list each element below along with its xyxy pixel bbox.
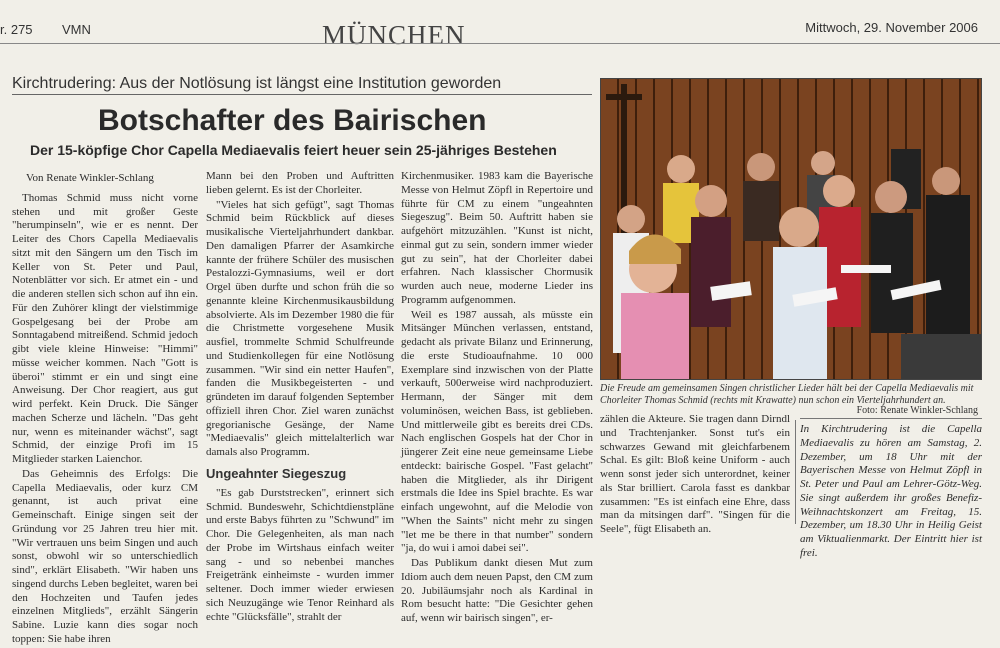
choir-photo-illustration (601, 79, 981, 379)
subheading: Ungeahnter Siegeszug (206, 465, 347, 481)
paragraph: Weil es 1987 aussah, als müsste ein Mitsänger München verlassen, entstand, gedacht als private Bilanz und Erinnerung, die erste Studioaufnahme. 10 000 Exemplare sind inzwischen von der Platte verkauft, 500erweise wird nachproduziert. Hermann, der Sänger mit dem voluminösen, weichen Bass, ist geblieben. Und mittlerweile gibt es bereits drei CDs. Nach englischen Gospels hat der Chor in jüngerer Zeit eine neue gemeinsame Liebe entdeckt: bairische Gospel. "Fast gelacht" haben die Mitglieder, als ihr Dirigent erstmals die Idee ins Spiel brachte. Es war einfach ungewohnt, auf die Melodie von "When the Saints" nicht mehr zu singen "let me be there in that number" sondern "ja, do wui i amoi dabei sei". (401, 308, 593, 555)
paragraph: Thomas Schmid muss nicht vorne stehen und mit großer Geste "herumpinseln", wie er es nennt. Der Leiter des Chors Capella Mediaevalis sitzt mit den Sängern um den Tisch im Keller von St. Peter und Paul, Notenblätter vor sich. Er atmet ein - und die anderen stellen sich schon auf ihn ein. Für den Zuhörer klingt der vielstimmige Gospelgesang bei der Probe am Sonntagabend mitreißend. Schmid jedoch gibt viele kleine Hinweise: "Himmi" müsse weicher kommen. Nach "Gott is überoi" stimmt er ein und singt eine Anweisung. Der Chor reagiert, aus gut wird perfekt. Kein Druck. Die Sänger machen Scherze und lächeln. "Das geht nur, wenn es miteinander wächst", sagt Schmid, der einzige Profi im 15 Mitglieder starken Laienchor. (12, 191, 198, 465)
column-divider (795, 420, 796, 524)
article-column-3 (401, 170, 593, 627)
info-box-rule (800, 418, 982, 419)
photo-caption: Die Freude am gemeinsamen Singen christlicher Lieder hält bei der Capella Mediaevalis mit Chorleiter Thomas Schmid (rechts mit Krawatte) nun schon ein Vierteljahrhundert an. (600, 383, 974, 406)
page-header (0, 0, 1000, 50)
article-column-2 (206, 170, 394, 625)
kicker-rule (12, 94, 592, 95)
article-column-4 (600, 413, 790, 538)
section-title: MÜNCHEN (322, 20, 466, 50)
header-rule (0, 43, 1000, 44)
byline: Von Renate Winkler-Schlang (26, 172, 154, 184)
page-number: r. 275 (0, 22, 33, 37)
article-column-1 (12, 170, 198, 648)
paragraph: zählen die Akteure. Sie tragen dann Dirndl und Trachtenjanker. Sonst tut's ein schwarzes Gewand mit gleichfarbenem Schal. Es gilt: Bloß keine Uniform - auch wenn sonst jeder sich unterordnet, keiner als Star brilliert. Carola fasst es dankbar zusammen: "Es ist einfach eine Ehre, dass man da mitsingen darf". "Singen für die Seele", fügt Elisabeth an. (600, 413, 790, 535)
paragraph: "Es gab Durststrecken", erinnert sich Schmid. Bundeswehr, Schichtdienstpläne und erste Babys führten zu "Schwund" im Chor. Die Gelegenheiten, als man nach der Probe im Wirtshaus einfach weiter sang - und so nebenbei manches Freigetränk einheimste - wurden immer seltener. Doch immer wieder erwiesen sich Neuzugänge wie Tenor Reinhard als echte "Glücksfälle", strahlt der (206, 486, 394, 623)
event-info-box (800, 423, 982, 562)
choir-photo (600, 78, 982, 380)
article-title: Botschafter des Bairischen (98, 104, 487, 137)
photo-credit: Foto: Renate Winkler-Schlang (856, 405, 978, 416)
paper-abbreviation: VMN (62, 22, 91, 37)
issue-date: Mittwoch, 29. November 2006 (805, 20, 978, 35)
paragraph: "Vieles hat sich gefügt", sagt Thomas Schmid beim Rückblick auf dieses musikalische Vierteljahrhundert dankbar. Den damaligen Pfarrer der Asamkirche kannte der frühere Schüler des musischen Pestalozzi-Gymnasiums, weil er dort Orgel üben durfte und schon früh die so genannte kleine Kirchenmusikausbildung absolvierte. Als im Dezember 1980 die für die Christmette vorgesehene Musik ausfiel, trommelte Schmid Schulfreunde und Studienkollegen für eine Notlösung zusammen. "Wir sind ein netter Haufen", fanden die Musikbegeisterten - und gründeten im darauf folgenden September offiziell ihren Chor. Ziel waren zunächst gregorianische Gesänge, der Name "Mediaevalis" gleich mittelalterlich war damals also Programm. (206, 198, 394, 458)
paragraph: Das Geheimnis des Erfolgs: Die Capella Mediaevalis, oder kurz CM genannt, ist auch privat eine Gemeinschaft. Einige singen seit der Gründung vor 25 Jahren treu hier mit. "Wir vertrauen uns beim Singen und auch sonst, obwohl wir so unterschiedlich sind", erklärt Elisabeth. "Wir haben uns singend durchs Leben begleitet, waren bei den Hochzeiten und Taufen jedes einzelnen Mitglieds", erzählt Sängerin Sabine. Luzie kann dies sogar noch toppen: Sie habe ihren (12, 467, 198, 645)
paragraph: Mann bei den Proben und Auftritten lieben gelernt. Es ist der Chorleiter. (206, 170, 394, 196)
paragraph: Das Publikum dankt diesen Mut zum Idiom auch dem neuen Papst, den CM zum 20. Jubiläumsjahr noch als Kardinal in Rom besucht hatte: "Die Gesichter gehen auf, wenn wir bairisch singen", er- (401, 557, 593, 624)
article-kicker: Kirchtrudering: Aus der Notlösung ist längst eine Institution geworden (12, 75, 502, 92)
event-info-text: In Kirchtrudering ist die Capella Mediaevalis zu hören am Samstag, 2. Dezember, um 18 Uhr mit der Bayerischen Messe von Helmut Zöpfl in St. Peter und Paul am Lehrer-Götz-Weg. Sie singt außerdem ihr großes Benefiz-Weihnachtskonzert am Freitag, 15. Dezember, um 18.30 Uhr in Heilig Geist am Viktualienmarkt. Der Eintritt hier ist frei. (800, 423, 982, 559)
article-subtitle: Der 15-köpfige Chor Capella Mediaevalis feiert heuer sein 25-jähriges Bestehen (30, 142, 557, 158)
paragraph: Kirchenmusiker. 1983 kam die Bayerische Messe von Helmut Zöpfl in Repertoire und führte für CM zu einem "ungeahnten Siegeszug". Beim 50. Auftritt haben sie aufgehört mitzuzählen. "Kunst ist nicht, einmal gut zu sein, sondern immer wieder gut zu sein", hat der Chorleiter dabei erfahren. Nach klassischer Chormusik wurden auch neue, moderne Lieder ins Programm aufgenommen. (401, 170, 593, 306)
